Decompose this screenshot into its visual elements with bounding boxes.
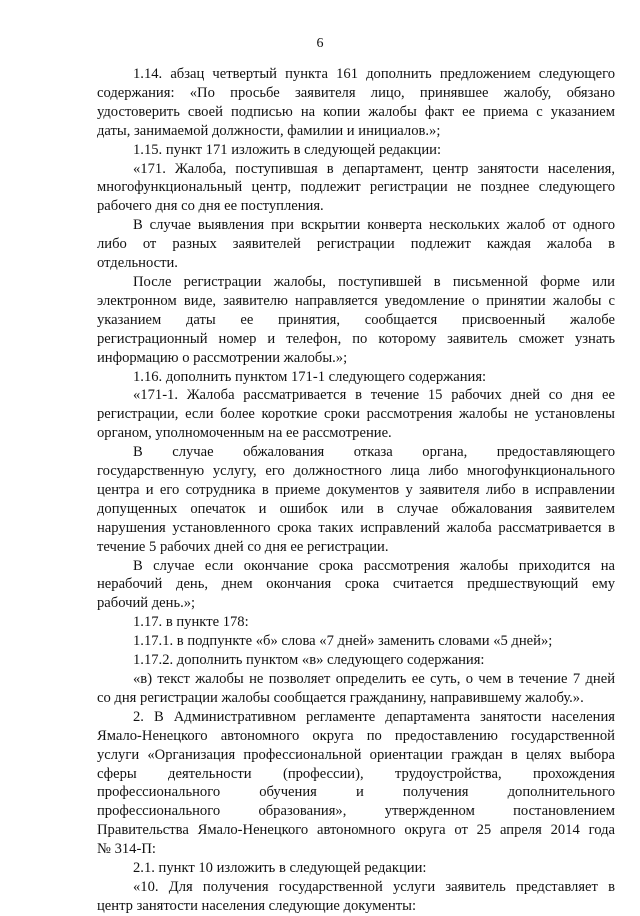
paragraph: [97, 708, 615, 859]
text-line: электронном виде, заявителю направляется уведомление о принятии жалобы с: [97, 292, 615, 309]
text-line: центр занятости населения следующие документы:: [97, 897, 416, 914]
text-line: допущенных опечаток и ошибок или в случае обжалования заявителем: [97, 500, 615, 517]
paragraph: [97, 613, 615, 632]
paragraph: [97, 141, 615, 160]
text-line: «171-1. Жалоба рассматривается в течение 15 рабочих дней со дня ее: [133, 387, 615, 404]
text-line: нерабочий день, днем окончания срока считается предшествующий ему: [97, 576, 615, 593]
paragraph: [97, 670, 615, 708]
text-line: 1.16. дополнить пунктом 171-1 следующего содержания:: [133, 368, 487, 385]
text-line: отдельности.: [97, 255, 178, 272]
text-line: рабочий день.»;: [97, 595, 196, 612]
text-line: течение 5 рабочих дней со дня ее регистрации.: [97, 538, 389, 555]
text-line: Правительства Ямало-Ненецкого автономного округа от 25 апреля 2014 года: [97, 822, 615, 839]
text-line: регистрации, если более короткие сроки рассмотрения жалобы не установлены: [97, 406, 615, 423]
paragraph: [97, 386, 615, 443]
text-line: В случае обжалования отказа органа, предоставляющего: [133, 444, 615, 461]
text-line: 1.14. абзац четвертый пункта 161 дополнить предложением следующего: [133, 66, 615, 82]
paragraph: [97, 557, 615, 614]
text-line: даты, занимаемой должности, фамилии и инициалов.»;: [97, 122, 441, 139]
paragraph: [97, 273, 615, 368]
paragraph: [97, 368, 615, 387]
text-line: «171. Жалоба, поступившая в департамент, центр занятости населения,: [133, 160, 615, 177]
text-line: со дня регистрации жалобы сообщается гражданину, направившему жалобу.».: [97, 689, 584, 706]
page-number: 6: [316, 36, 324, 51]
text-line: профессионального обучения и получения дополнительного: [97, 784, 615, 801]
text-line: 1.17.1. в подпункте «б» слова «7 дней» заменить словами «5 дней»;: [133, 633, 553, 650]
text-line: 2.1. пункт 10 изложить в следующей редакции:: [133, 860, 427, 877]
text-line: 1.15. пункт 171 изложить в следующей редакции:: [133, 141, 442, 158]
text-line: информацию о рассмотрении жалобы.»;: [97, 349, 348, 366]
text-line: 2. В Административном регламенте департамента занятости населения: [133, 708, 615, 725]
text-line: После регистрации жалобы, поступившей в письменной форме или: [133, 273, 615, 290]
text-line: многофункциональный центр, подлежит регистрации не позднее следующего: [97, 179, 615, 196]
text-line: В случае выявления при вскрытии конверта нескольких жалоб от одного: [133, 217, 615, 234]
text-line: услуги «Организация профессиональной ориентации граждан в целях выбора: [97, 746, 615, 763]
text-line: удостоверить своей подписью на копии жалобы факт ее приема с указанием: [97, 103, 615, 120]
text-line: «10. Для получения государственной услуги заявитель представляет в: [133, 878, 615, 895]
text-line: «в) текст жалобы не позволяет определить ее суть, о чем в течение 7 дней: [133, 671, 615, 687]
text-line: Ямало-Ненецкого автономного округа по предоставлению государственной: [97, 727, 615, 744]
text-line: нарушения установленного срока таких исправлений жалоба рассматривается в: [97, 519, 615, 536]
paragraph: [97, 160, 615, 217]
paragraph: [97, 878, 615, 916]
paragraph: [97, 443, 615, 556]
document-body: [97, 65, 615, 916]
text-line: центра и его сотрудника в приеме документов у заявителя либо в исправлении: [97, 481, 615, 498]
text-line: государственную услугу, его должностного лица либо многофункционального: [97, 463, 615, 480]
text-line: 1.17.2. дополнить пунктом «в» следующего содержания:: [133, 652, 485, 669]
paragraph: [97, 216, 615, 273]
text-line: В случае если окончание срока рассмотрения жалобы приходится на: [133, 557, 615, 574]
paragraph: [97, 651, 615, 670]
text-line: регистрационный номер и телефон, по которому заявитель сможет узнать: [97, 330, 615, 347]
text-line: 1.17. в пункте 178:: [133, 614, 249, 631]
text-line: № 314-П:: [97, 841, 156, 858]
text-line: рабочего дня со дня ее поступления.: [97, 198, 324, 215]
text-line: органом, уполномоченным на ее рассмотрение.: [97, 425, 392, 442]
text-line: сферы деятельности (профессии), трудоустройства, прохождения: [97, 765, 615, 782]
text-line: указанием даты ее принятия, сообщается присвоенный жалобе: [97, 311, 615, 328]
text-line: либо от разных заявителей регистрации подлежит каждая жалоба в: [97, 236, 615, 253]
paragraph: [97, 65, 615, 141]
paragraph: [97, 859, 615, 878]
paragraph: [97, 632, 615, 651]
text-line: профессионального образования», утвержденном постановлением: [97, 803, 615, 820]
text-line: содержания: «По просьбе заявителя лицо, принявшее жалобу, обязано: [97, 84, 615, 101]
